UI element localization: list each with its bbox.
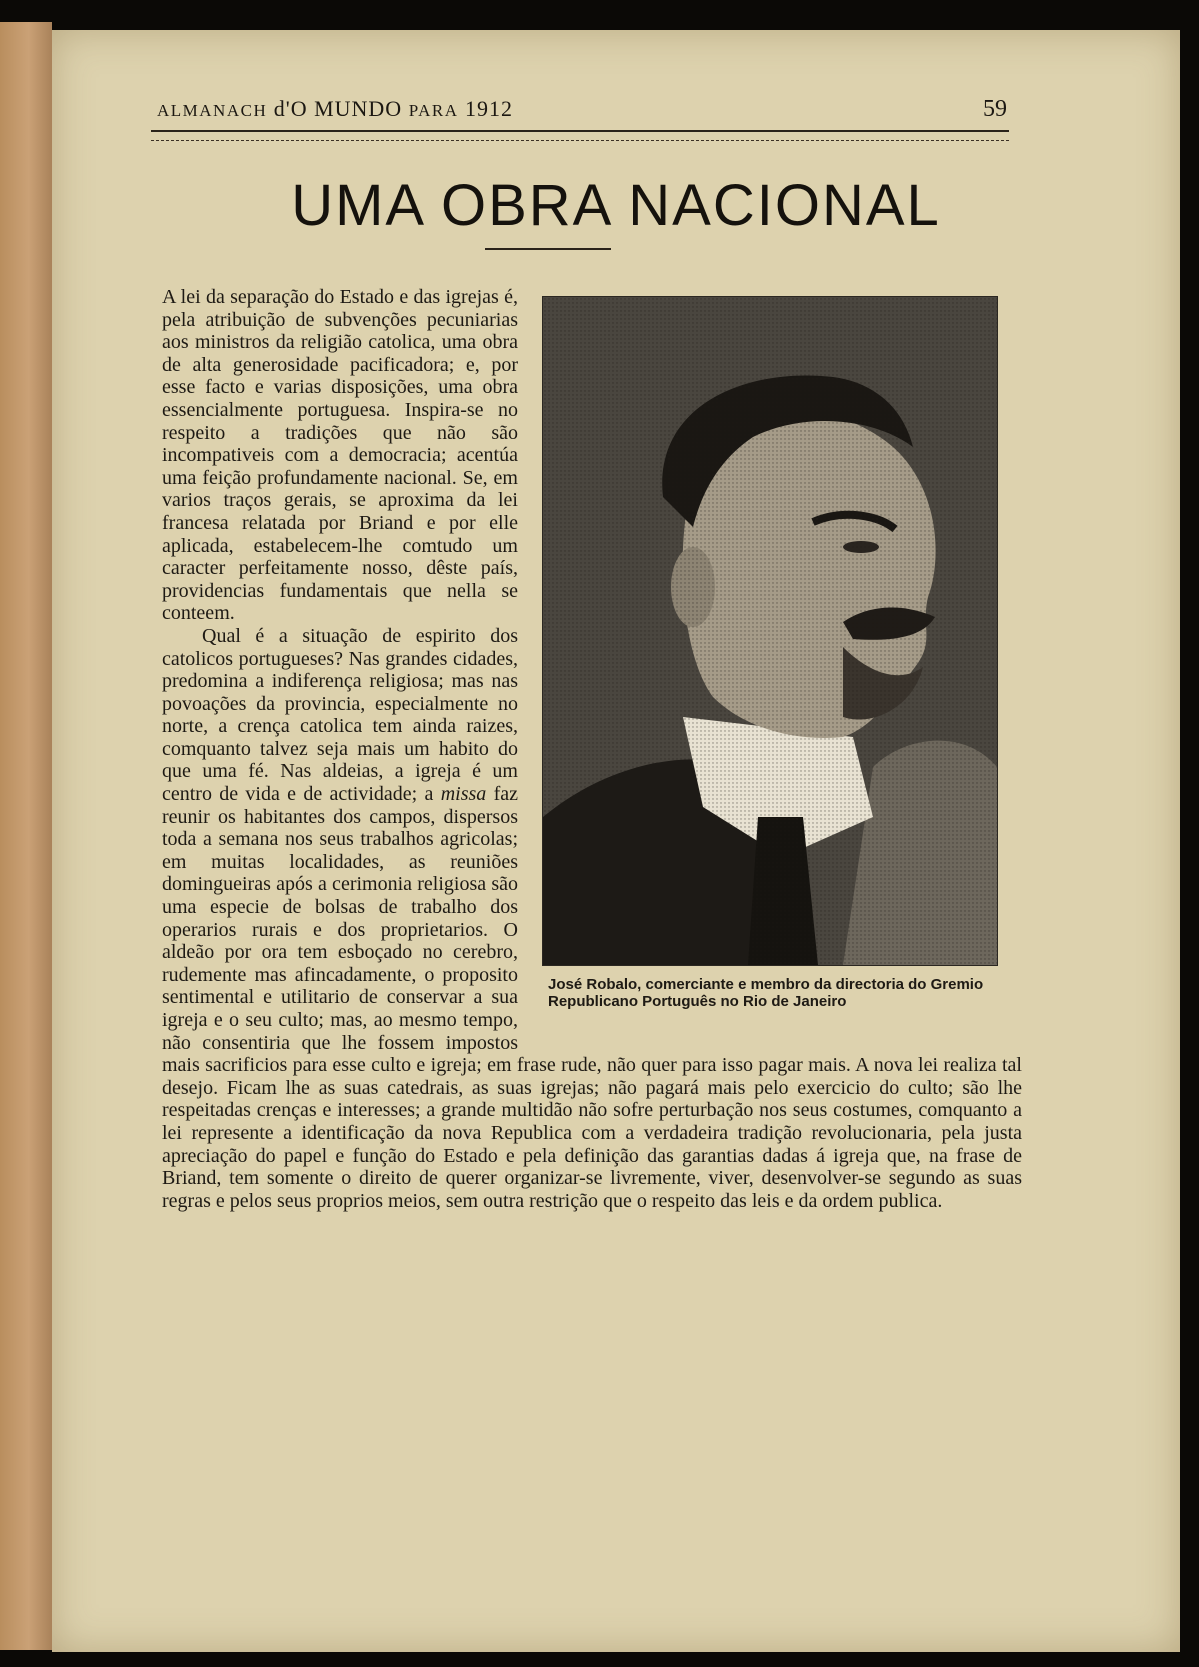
running-title-almanach: ALMANACH [157,101,268,120]
portrait-photo [542,296,998,966]
running-title-para: PARA [408,101,459,120]
running-title [157,96,513,122]
paragraph-2-start: Qual é a situação de espirito dos catolicos portugueses? Nas grandes cidades, predomina a indiferença religiosa; mas nas povoações da provincia, especialmente no norte, a crença catolica tem ainda raizes, comquanto talvez seja mais um habito do que uma fé. Nas aldeias, a igreja é um centro de vida e de actividade; a [162,624,518,806]
paragraph-2-italic: missa [440,783,487,806]
paragraph-1: A lei da separação do Estado e das igrejas é, pela atribuição de subvenções pecuniarias aos ministros da religião catolica, uma obra de alta generosidade pacificadora; e, por esse facto e varias disposições, uma obra essencialmente portuguesa. Inspira-se no respeito a tradições que não são incompativeis com a democracia; acentúa uma feição profundamente nacional. Se, em varios traços gerais, se aproxima da lei francesa relatada por Briand e por elle aplicada, estabelecem-lhe comtudo um caracter perfeitamente nosso, dêste país, providencias fundamentais que nella se conteem. [162,286,518,625]
article-title: UMA OBRA NACIONAL [291,173,941,238]
portrait-illustration [543,297,997,965]
running-title-year: 1912 [465,96,513,121]
paragraph-2-continuation: faz reunir os habitantes dos campos, dispersos toda a semana nos seus trabalhos agricolas; em muitas localidades, as reuniões domingueiras após a cerimonia religiosa são uma especie de bolsas de trabalho dos operarios rurais e dos proprietarios. O aldeão por ora tem esboçado no cerebro, rudemente mas afincadamente, o proposito sentimental e utilitario de conservar a sua igreja e o seu culto; mas, ao mesmo tempo, não consentiria que lhe fossem impostos mais sacrificios para esse culto e igreja; em frase rude, não quer para isso pagar mais. A nova lei realiza tal desejo. Ficam lhe as suas catedrais, as suas igrejas; não pagará mais pelo exercicio do culto; são lhe respeitadas crenças e interesses; a grande multidão não sofre perturbação nos seus costumes, comquanto a lei represente a identificação da nova Republica com a verdadeira tradição revolucionaria, pela justa apreciação do papel e função do Estado e pela definição das garantias dadas á igreja que, na frase de Briand, tem somente o direito de querer organizar-se livremente, viver, desenvolver-se segundo as suas regras e pelos seus proprios meios, sem outra restrição que o respeito das leis e da ordem publica. [162,783,1022,1212]
book-spine-edge [0,22,52,1650]
running-title-mundo: d'O MUNDO [273,96,403,121]
figure [538,296,1022,1038]
page [52,30,1180,1652]
running-header [157,96,1007,130]
figure-caption: José Robalo, comerciante e membro da directoria do Gremio Republicano Português no Rio de Janeiro [548,976,984,1010]
header-ornamental-rule [151,130,1009,141]
title-rule [485,248,611,250]
page-number: 59 [983,96,1007,122]
article-body [162,286,1022,1212]
